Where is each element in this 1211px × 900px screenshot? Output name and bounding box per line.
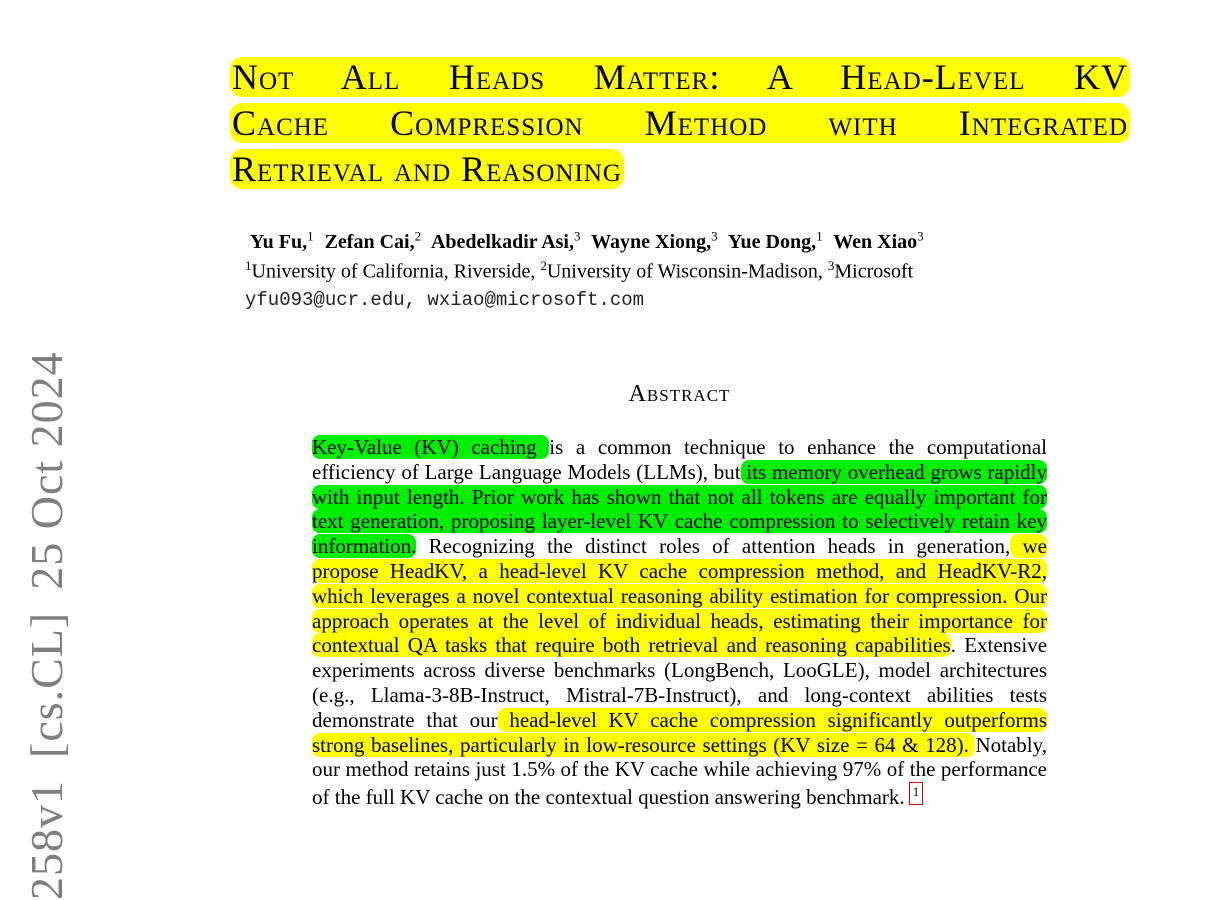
abstract-text-2: Recognizing the distinct roles of attention heads in generation, xyxy=(416,534,1011,559)
author xyxy=(833,228,924,253)
abstract-highlight-yellow-1: we propose HeadKV, a head-level KV cache compression method, and HeadKV-R2, which leverages a novel contextual reasoning ability estimation for compression. Our approach operates at the level of individual heads, estimating their importance for contextual QA tasks that require both retrieval and reasoning capabilities xyxy=(312,534,1047,658)
affiliations xyxy=(245,258,913,284)
abstract-heading: Abstract xyxy=(628,381,731,407)
abstract-text-1: is a common technique to enhance the computational efficiency of Large Language Models (LLMs), but xyxy=(312,435,1047,484)
author-name: Yue Dong, xyxy=(727,230,817,253)
author-name: Abedelkadir Asi, xyxy=(430,230,574,253)
affil-sup-3: 3 xyxy=(827,258,835,273)
author-name: Zefan Cai, xyxy=(324,230,415,253)
title-line-3: Retrieval and Reasoning xyxy=(232,149,622,189)
title-line-1: Not All Heads Matter: A Head-Level KV xyxy=(232,57,1128,97)
author-affil-sup: 3 xyxy=(711,228,718,243)
author-affil-sup: 3 xyxy=(917,228,924,243)
author-emails: yfu093@ucr.edu, wxiao@microsoft.com xyxy=(245,289,645,311)
affil-2: University of Wisconsin-Madison, xyxy=(546,260,828,283)
author-affil-sup: 3 xyxy=(573,228,581,243)
arxiv-category: [cs.CL] xyxy=(21,611,72,758)
abstract-highlight-yellow-2: head-level KV cache compression significantly outperforms strong baselines, particularly in low-resource settings (KV size = 64 & 128). xyxy=(312,707,1048,757)
abstract-body xyxy=(312,435,1047,810)
affil-sup-2: 2 xyxy=(540,258,547,273)
author-affil-sup: 2 xyxy=(414,228,422,243)
author xyxy=(250,228,314,253)
author xyxy=(324,228,422,253)
author xyxy=(727,228,823,253)
author-list xyxy=(250,228,930,254)
arxiv-id: 258v1 xyxy=(21,780,72,900)
author-affil-sup: 1 xyxy=(816,228,823,243)
arxiv-side-stamp xyxy=(20,329,73,900)
abstract-highlight-green-1: Key-Value (KV) caching xyxy=(312,435,550,459)
author xyxy=(430,228,581,253)
author-name: Wayne Xiong, xyxy=(591,230,712,253)
paper-title xyxy=(230,54,1130,192)
affil-sup-1: 1 xyxy=(245,258,252,273)
author-affil-sup: 1 xyxy=(307,228,314,243)
author xyxy=(591,228,718,253)
author-name: Yu Fu, xyxy=(250,230,308,253)
arxiv-date: 25 Oct 2024 xyxy=(21,351,72,590)
abstract-text-3: . Extensive experiments across diverse benchmarks (LongBench, LooGLE), model architectures (e.g., Llama-3-8B-Instruct, Mistral-7B-Instruct), and long-context abilities tests demonstrate that our xyxy=(312,633,1048,732)
abstract-highlight-green-2: its memory overhead grows rapidly with input length. Prior work has shown that not all tokens are equally important for text generation, proposing layer-level KV cache compression to selectively retain key information. xyxy=(312,459,1048,559)
affil-1: University of California, Riverside, xyxy=(251,260,541,283)
abstract-text-4: Notably, our method retains just 1.5% of the KV cache while achieving 97% of the performance of the full KV cache on the contextual question answering benchmark. xyxy=(312,732,1047,810)
author-name: Wen Xiao xyxy=(833,230,918,253)
affil-3: Microsoft xyxy=(834,260,914,283)
title-line-2: Cache Compression Method with Integrated xyxy=(232,103,1128,143)
footnote-link[interactable]: 1 xyxy=(909,782,924,805)
